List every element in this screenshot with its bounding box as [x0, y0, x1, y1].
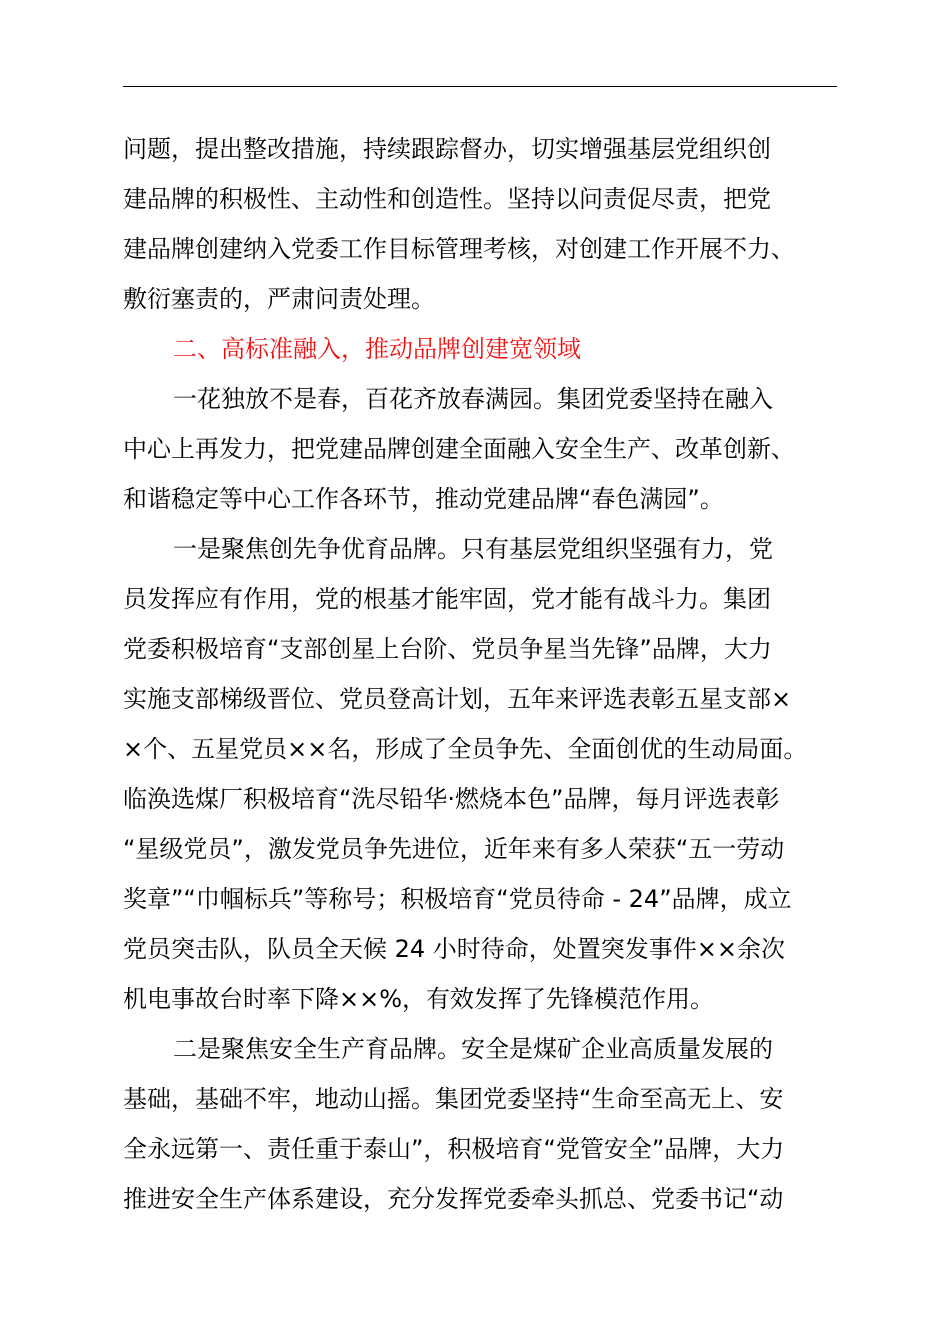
paragraph-first-line: 一花独放不是春，百花齐放春满园。集团党委坚持在融入: [173, 385, 773, 413]
text-line: “星级党员”，激发党员争先进位，近年来有多人荣获“五一劳动: [123, 835, 785, 863]
text-line: 实施支部梯级晋位、党员登高计划，五年来评选表彰五星支部×: [123, 685, 792, 713]
paragraph-first-line: 二是聚焦安全生产育品牌。安全是煤矿企业高质量发展的: [173, 1035, 773, 1063]
section-heading: 二、高标准融入，推动品牌创建宽领域: [173, 335, 581, 363]
text-line: 和谐稳定等中心工作各环节，推动党建品牌“春色满园”。: [123, 485, 724, 513]
text-line: 敷衍塞责的，严肃问责处理。: [123, 285, 435, 313]
text-line: 党委积极培育“支部创星上台阶、党员争星当先锋”品牌，大力: [123, 635, 772, 663]
text-line: 全永远第一、责任重于泰山”，积极培育“党管安全”品牌，大力: [123, 1135, 785, 1163]
text-line: 问题，提出整改措施，持续跟踪督办，切实增强基层党组织创: [123, 135, 771, 163]
text-line: 基础，基础不牢，地动山摇。集团党委坚持“生命至高无上、安: [123, 1085, 784, 1113]
document-body: [123, 124, 843, 1224]
text-line: ×个、五星党员××名，形成了全员争先、全面创优的生动局面。: [123, 735, 808, 763]
text-line: 党员突击队，队员全天候 24 小时待命，处置突发事件××余次: [123, 935, 786, 963]
text-line: 机电事故台时率下降××%，有效发挥了先锋模范作用。: [123, 985, 715, 1013]
text-line: 建品牌的积极性、主动性和创造性。坚持以问责促尽责，把党: [123, 185, 771, 213]
text-line: 中心上再发力，把党建品牌创建全面融入安全生产、改革创新、: [123, 435, 795, 463]
text-line: 奖章”“巾帼标兵”等称号；积极培育“党员待命 - 24”品牌，成立: [123, 885, 792, 913]
header-rule: [123, 86, 837, 87]
paragraph-first-line: 一是聚焦创先争优育品牌。只有基层党组织坚强有力，党: [173, 535, 773, 563]
text-line: 建品牌创建纳入党委工作目标管理考核，对创建工作开展不力、: [123, 235, 795, 263]
text-line: 临涣选煤厂积极培育“洗尽铅华·燃烧本色”品牌，每月评选表彰: [123, 785, 780, 813]
text-line: 员发挥应有作用，党的根基才能牢固，党才能有战斗力。集团: [123, 585, 771, 613]
text-line: 推进安全生产体系建设，充分发挥党委牵头抓总、党委书记“动: [123, 1185, 784, 1213]
